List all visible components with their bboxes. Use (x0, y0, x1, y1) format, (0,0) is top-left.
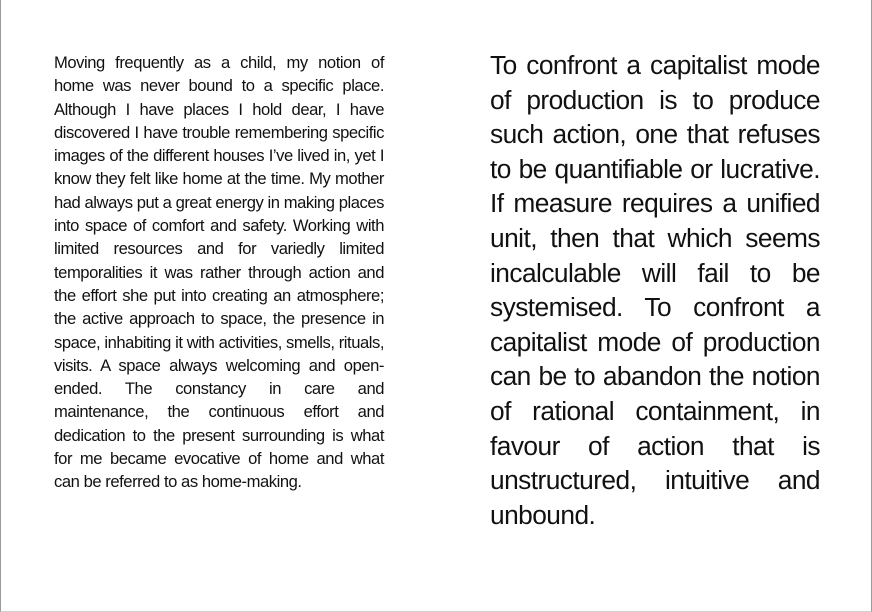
left-page-paragraph: Moving frequently as a child, my notion of home was never bound to a specific place. Although I have places I hold dear, I have discovered I have trouble remembering specific images of the different houses I’ve lived in, yet I know they felt like home at the time. My mother had always put a great energy in making places into space of comfort and safety. Working with limited resources and for variedly limited temporalities it was rather through action and the effort she put into creating an atmosphere; the active approach to space, the presence in space, inhabiting it with activities, smells, rituals, visits. A space always welcoming and open-ended. The constancy in care and maintenance, the continuous effort and dedication to the present surrounding is what for me became evocative of home and what can be referred to as home-making. (54, 53, 384, 492)
right-page-paragraph: To confront a capitalist mode of production is to produce such action, one that refuses to be quantifiable or lucrative. If measure requires a unified unit, then that which seems incalculable will fail to be systemised. To confront a capitalist mode of production can be to abandon the notion of rational containment, in favour of action that is unstructured, intuitive and unbound. (490, 50, 820, 530)
